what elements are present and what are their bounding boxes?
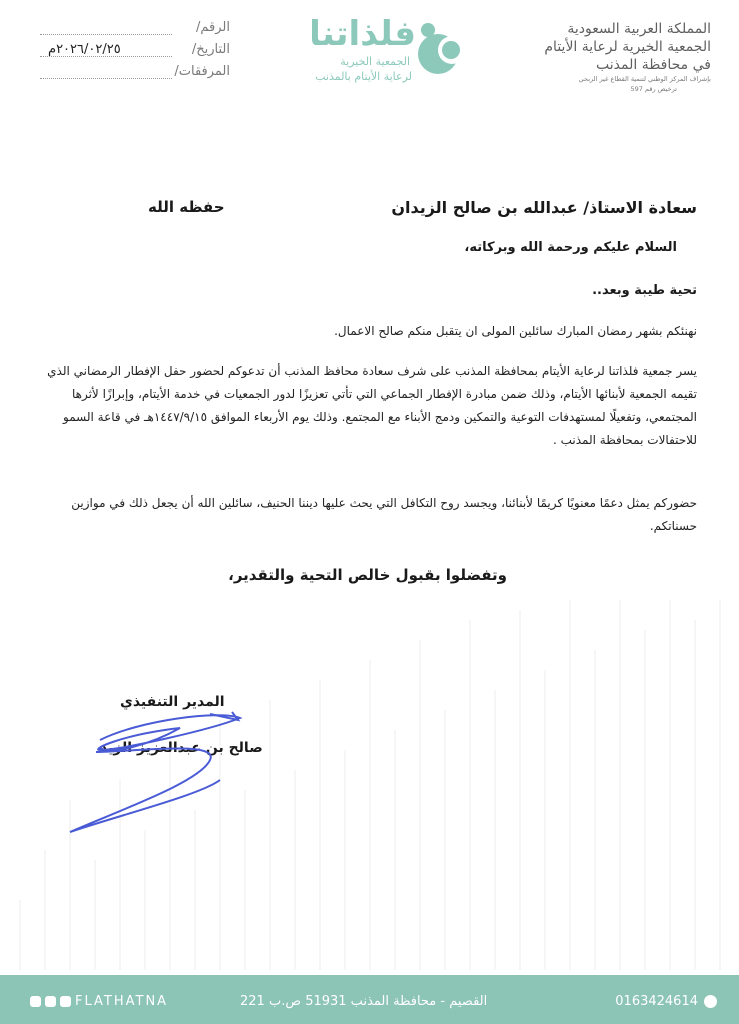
whatsapp-icon — [704, 995, 717, 1008]
ref-number-row — [40, 20, 230, 42]
logo-subtitle: الجمعية الخيرية — [340, 55, 410, 68]
logo-name: فلذاتنا — [309, 14, 416, 54]
reference-block — [40, 20, 230, 86]
ref-number-label: الرقم/ — [196, 20, 230, 35]
gov-line-kingdom: المملكة العربية السعودية — [567, 21, 711, 37]
addressee: سعادة الاستاذ/ عبدالله بن صالح الزيدان — [391, 198, 697, 217]
phone-number: 0163424614 — [615, 994, 698, 1009]
snapchat-icon — [45, 996, 56, 1007]
ref-date-label: التاريخ/ — [191, 42, 230, 57]
ref-number-line — [40, 34, 172, 35]
closing-line: وتفضلوا بقبول خالص التحية والتقدير، — [228, 566, 507, 584]
ref-date-row — [40, 42, 230, 64]
footer-social — [30, 994, 168, 1009]
paragraph-invitation: يسر جمعية فلذاتنا لرعاية الأيتام بمحافظة المذنب على شرف سعادة محافظ المذنب أن تدعوكم لحضور حفل الإفطار الرمضاني الذي تقيمه الجمعية لأبنائها الأيتام، وذلك ضمن مبادرة الإفطار الجماعي التي تأتي تعزيزًا لدور الجمعيات في خدمة الأيتام، وإبرازًا لأثرها المجتمعي، وتفعيلًا لمستهدفات التوعية والتمكين ودمج الأبناء مع المجتمع. وذلك يوم الأربعاء الموافق ١٤٤٧/٩/١٥هـ في قاعة السمو للاحتفالات بمحافظة المذنب . — [47, 364, 697, 447]
footer-address: القصيم - محافظة المذنب 51931 ص.ب 221 — [240, 994, 488, 1009]
honorific: حفظه الله — [148, 198, 225, 216]
logo-mark-icon — [414, 20, 470, 82]
ref-attachments-line — [40, 78, 172, 79]
letterhead — [0, 0, 739, 110]
footer-bar — [0, 975, 739, 1024]
ref-attachments-label: المرفقات/ — [174, 64, 230, 79]
footer-phone — [615, 994, 717, 1009]
logo-subtitle-2: لرعاية الأيتام بالمذنب — [315, 70, 412, 83]
social-handle: FLATHATNA — [75, 994, 169, 1009]
signatory-title: المدير التنفيذي — [120, 694, 225, 710]
x-icon — [60, 996, 71, 1007]
signatory-name: صالح بن عبدالعزيز الزيد — [100, 740, 263, 756]
gov-line-governorate: في محافظة المذنب — [596, 57, 711, 73]
gov-line-association: الجمعية الخيرية لرعاية الأيتام — [544, 39, 711, 55]
organization-logo — [288, 14, 478, 88]
greeting: تحية طيبة وبعد.. — [592, 283, 697, 298]
ref-attachments-row — [40, 64, 230, 86]
gov-line-supervision: بإشراف المركز الوطني لتنمية القطاع غير الربحي — [578, 75, 711, 83]
government-block — [481, 20, 711, 94]
handwritten-signature — [60, 700, 260, 840]
instagram-icon — [30, 996, 41, 1007]
paragraph-support: حضوركم يمثل دعمًا معنويًا كريمًا لأبنائنا، ويجسد روح التكافل التي يحث عليها ديننا الحنيف، سائلين الله أن يجعل ذلك في موازين حسناتكم. — [71, 496, 697, 533]
salutation: السلام عليكم ورحمة الله وبركاته، — [464, 240, 677, 255]
ref-date-value: ٢٠٢٦/٠٢/٢٥م — [48, 42, 121, 57]
paragraph-congratulation: نهنئكم بشهر رمضان المبارك سائلين المولى ان يتقبل منكم صالح الاعمال. — [334, 324, 697, 338]
gov-line-license: ترخيص رقم 597 — [630, 85, 677, 93]
